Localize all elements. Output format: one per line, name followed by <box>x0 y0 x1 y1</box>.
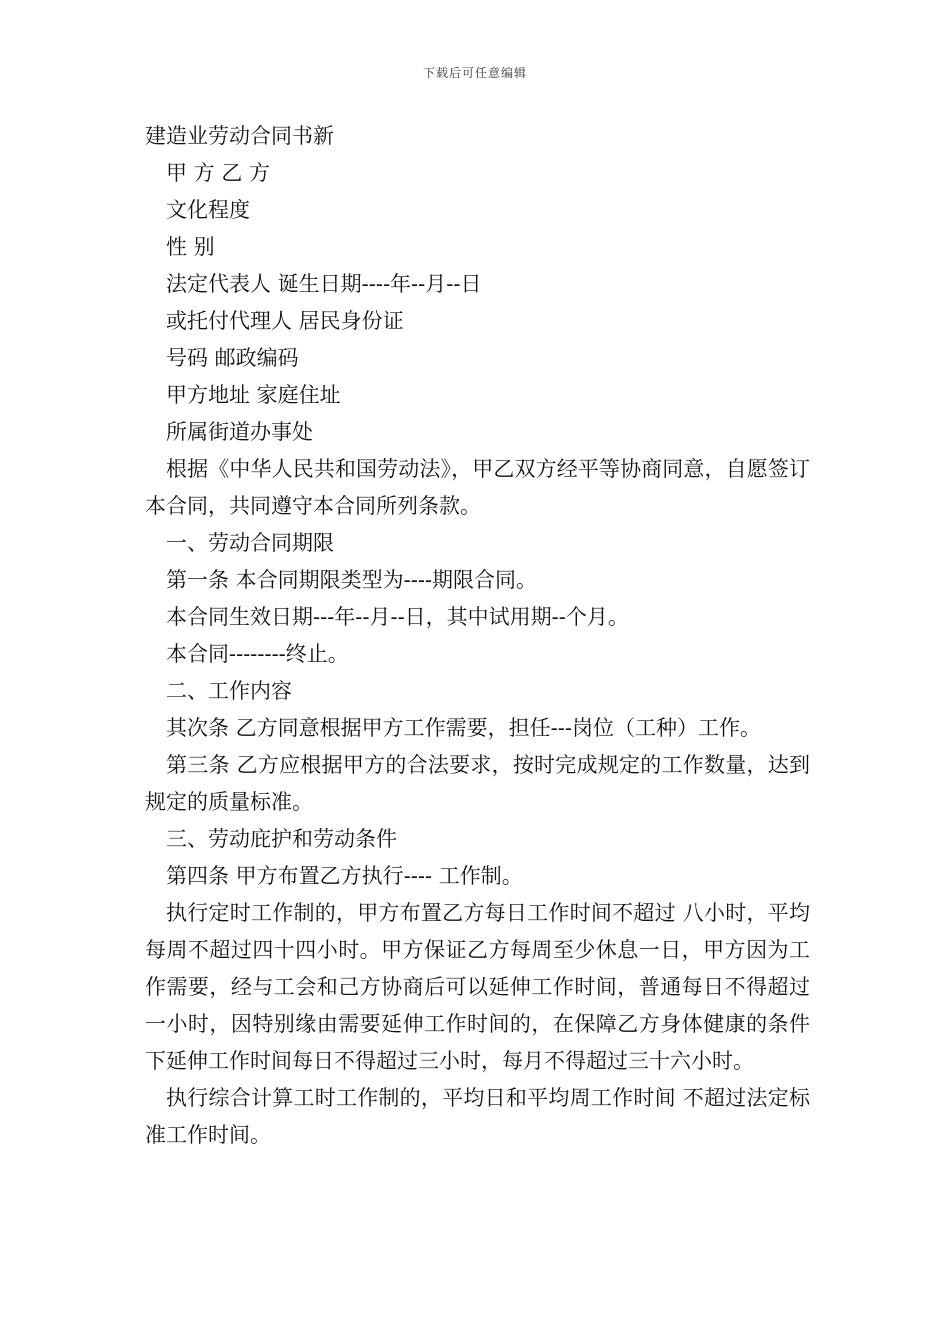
party-line: 甲 方 乙 方 <box>166 161 271 185</box>
address-line: 甲方地址 家庭住址 <box>166 383 341 407</box>
agent-line: 或托付代理人 居民身份证 <box>166 309 404 333</box>
intro-paragraph: 根据《中华人民共和国劳动法》，甲乙双方经平等协商同意，自愿签订本合同，共同遵守本合同所列条款。 <box>145 457 810 518</box>
page-header-note: 下载后可任意编辑 <box>422 66 527 80</box>
street-office-line: 所属街道办事处 <box>166 420 313 444</box>
section-heading: 二、工作内容 <box>166 679 292 703</box>
clause-paragraph: 执行综合计算工时工作制的，平均日和平均周工作时间 不超过法定标准工作时间。 <box>145 1086 810 1147</box>
clause-line: 第四条 甲方布置乙方执行---- 工作制。 <box>166 864 523 888</box>
legal-rep-line: 法定代表人 诞生日期----年--月--日 <box>166 272 482 296</box>
clause-line: 本合同生效日期---年--月--日，其中试用期--个月。 <box>166 605 629 629</box>
postcode-line: 号码 邮政编码 <box>166 346 299 370</box>
clause-line: 其次条 乙方同意根据甲方工作需要，担任---岗位（工种）工作。 <box>166 716 761 740</box>
clause-line: 第一条 本合同期限类型为----期限合同。 <box>166 568 538 592</box>
section-heading: 一、劳动合同期限 <box>166 531 334 555</box>
clause-paragraph: 第三条 乙方应根据甲方的合法要求，按时完成规定的工作数量，达到规定的质量标准。 <box>145 753 810 814</box>
document-body <box>145 118 810 1154</box>
education-line: 文化程度 <box>166 198 250 222</box>
clause-line: 本合同--------终止。 <box>166 642 349 666</box>
document-title: 建造业劳动合同书新 <box>145 124 334 148</box>
gender-line: 性 别 <box>166 235 215 259</box>
section-heading: 三、劳动庇护和劳动条件 <box>166 827 397 851</box>
clause-paragraph: 执行定时工作制的，甲方布置乙方每日工作时间不超过 八小时，平均每周不超过四十四小时。甲方保证乙方每周至少休息一日，甲方因为工作需要，经与工会和己方协商后可以延伸工作时间，普通每日不得超过一小时，因特别缘由需要延伸工作时间的，在保障乙方身体健康的条件下延伸工作时间每日不得超过三小时，每月不得超过三十六小时。 <box>145 901 810 1073</box>
